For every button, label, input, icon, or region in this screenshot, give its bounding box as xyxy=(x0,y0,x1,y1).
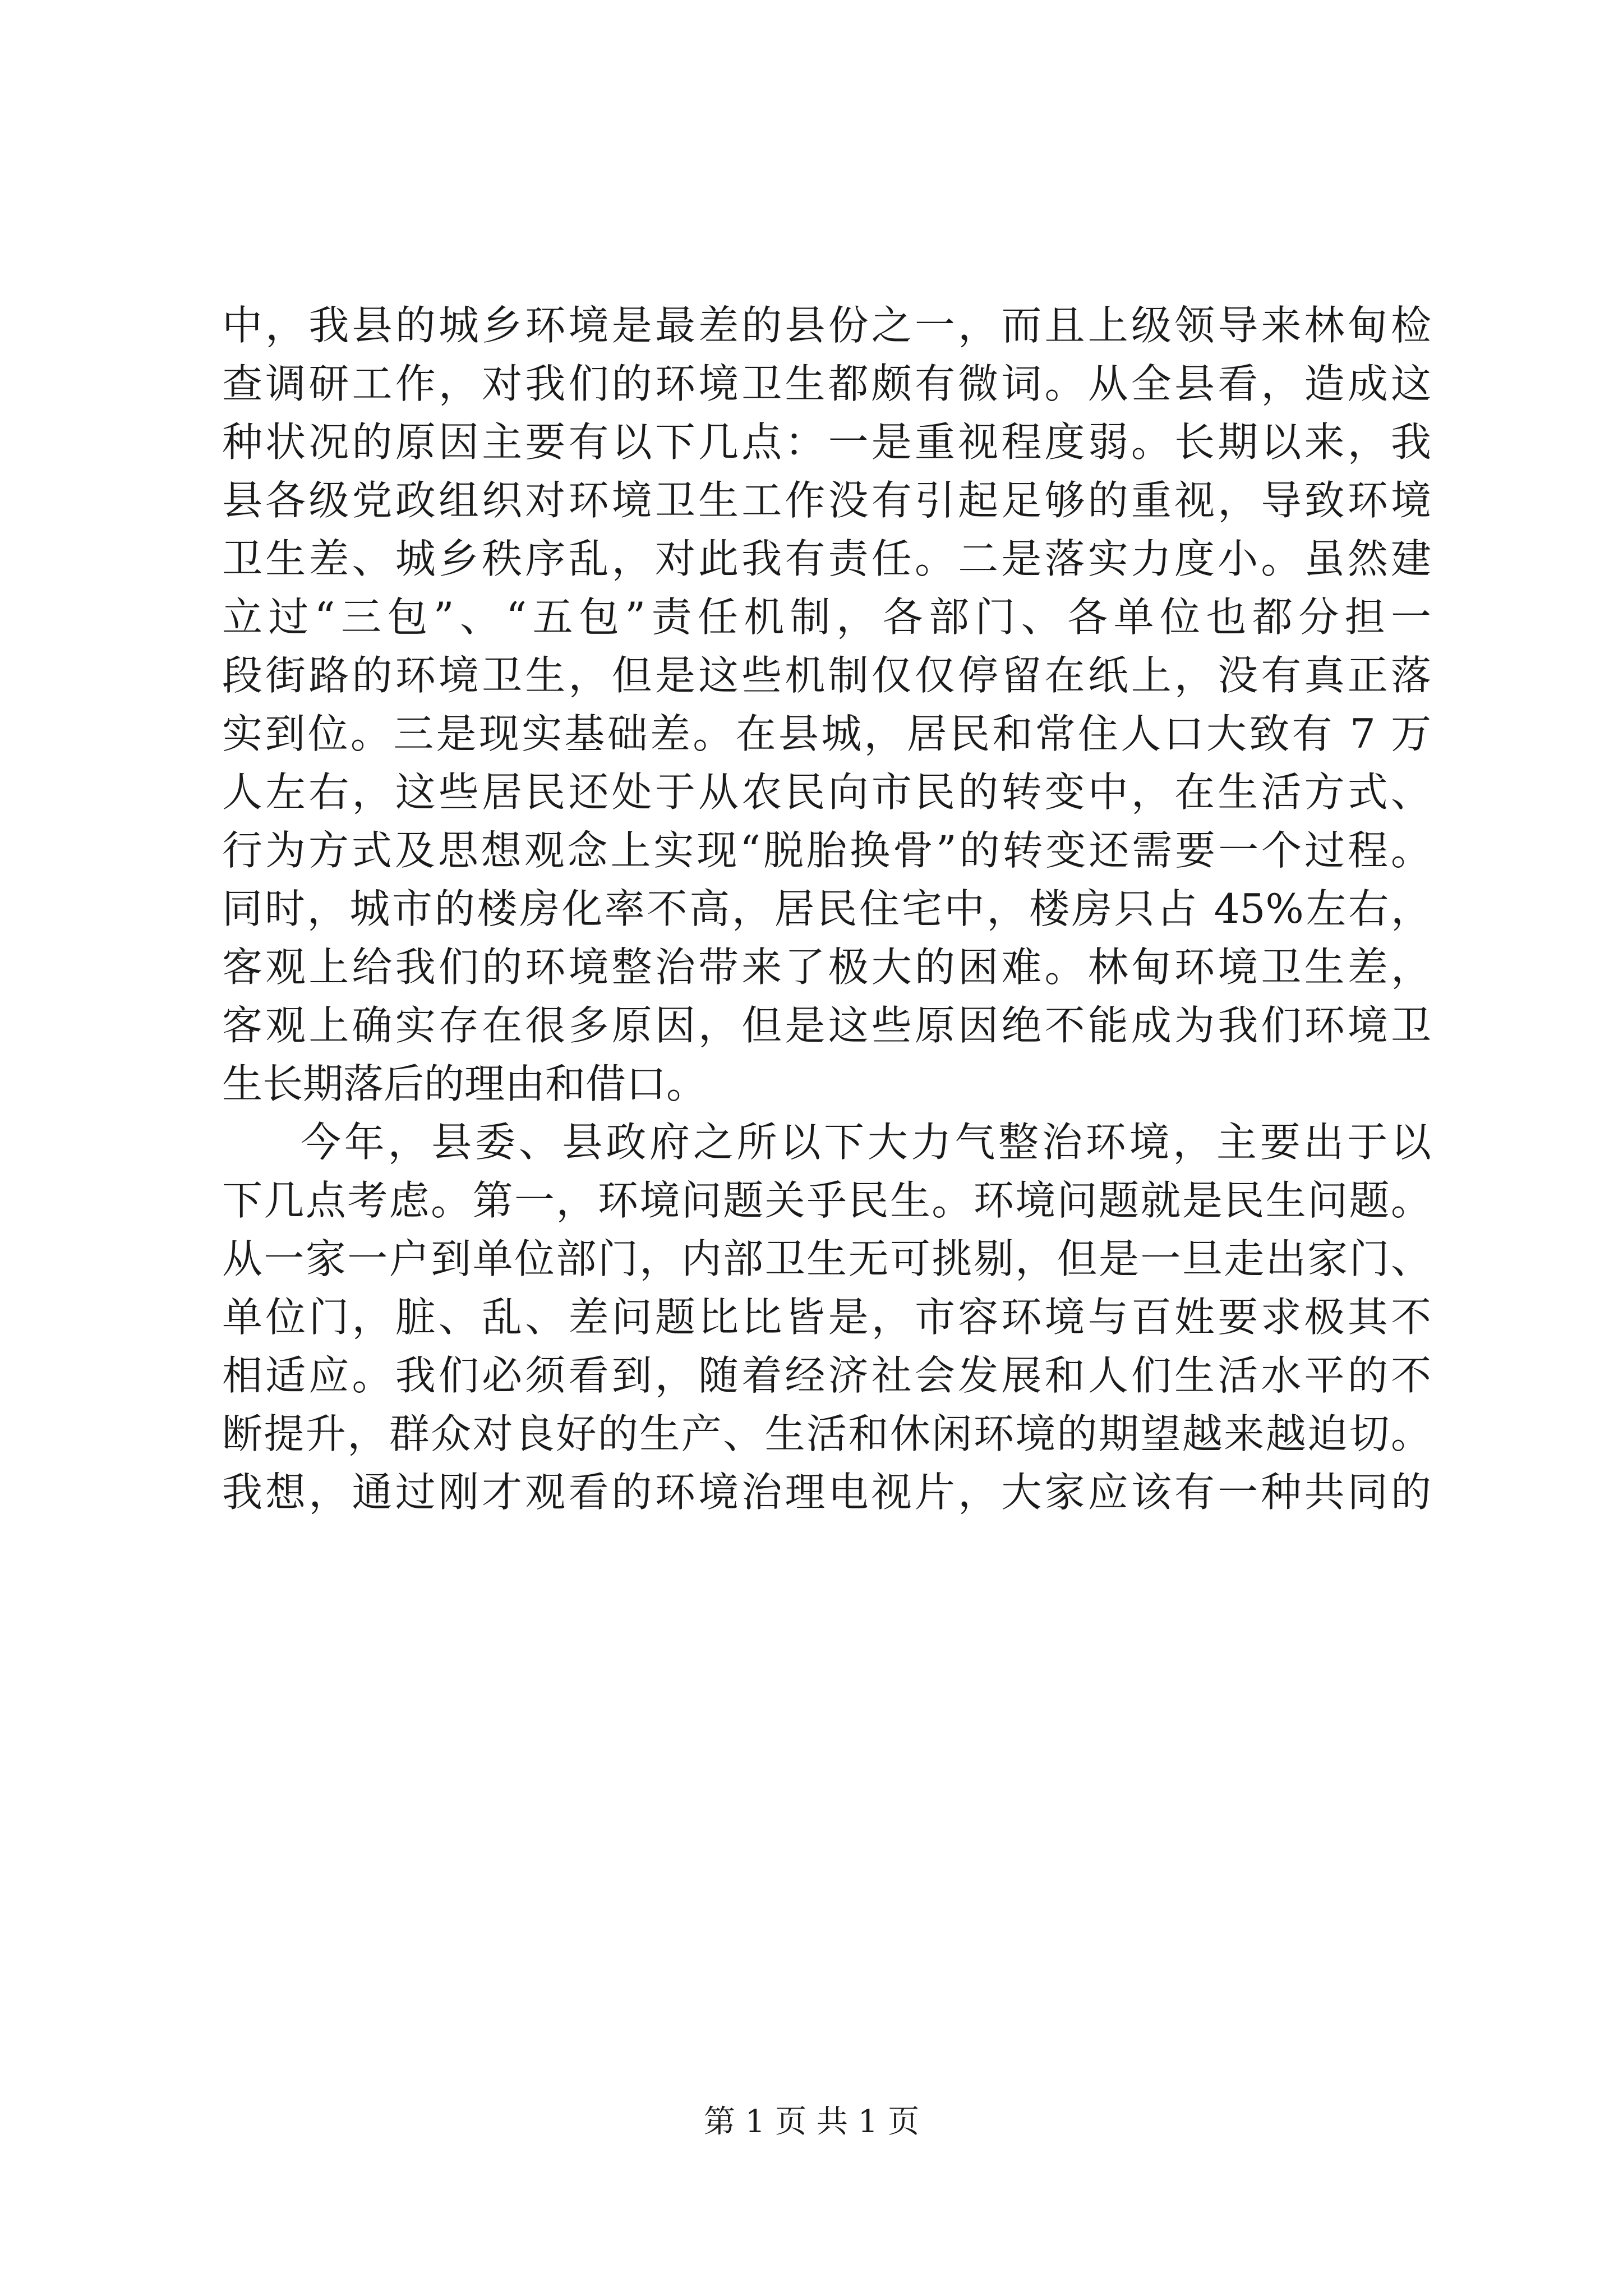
text-line: 同时，城市的楼房化率不高，居民住宅中，楼房只占 45%左右， xyxy=(222,885,1431,932)
text-line: 生长期落后的理由和借口。 xyxy=(222,1060,707,1107)
text-line: 卫生差、城乡秩序乱，对此我有责任。二是落实力度小。虽然建 xyxy=(222,535,1431,582)
text-line: 客观上给我们的环境整治带来了极大的困难。林甸环境卫生差， xyxy=(222,944,1431,991)
page-number: 第 1 页 共 1 页 xyxy=(703,2104,920,2140)
paragraph-1 xyxy=(222,296,1431,1113)
text-line: 相适应。我们必须看到，随着经济社会发展和人们生活水平的不 xyxy=(222,1352,1431,1399)
text-line: 县各级党政组织对环境卫生工作没有引起足够的重视，导致环境 xyxy=(222,477,1431,524)
text-line: 行为方式及思想观念上实现“脱胎换骨”的转变还需要一个过程。 xyxy=(222,827,1431,874)
text-line: 实到位。三是现实基础差。在县城，居民和常住人口大致有 7 万 xyxy=(222,710,1431,757)
text-line: 从一家一户到单位部门，内部卫生无可挑剔，但是一旦走出家门、 xyxy=(222,1235,1431,1282)
document-body xyxy=(222,296,1431,1521)
text-line: 中，我县的城乡环境是最差的县份之一，而且上级领导来林甸检 xyxy=(222,302,1431,349)
page-footer xyxy=(0,2102,1623,2142)
text-line: 人左右，这些居民还处于从农民向市民的转变中，在生活方式、 xyxy=(222,769,1431,816)
text-line: 立过“三包”、“五包”责任机制，各部门、各单位也都分担一 xyxy=(222,593,1431,641)
text-line: 段街路的环境卫生，但是这些机制仅仅停留在纸上，没有真正落 xyxy=(222,652,1431,699)
text-line: 今年，县委、县政府之所以下大力气整治环境，主要出于以 xyxy=(301,1119,1431,1166)
text-line: 下几点考虑。第一，环境问题关乎民生。环境问题就是民生问题。 xyxy=(222,1177,1431,1224)
text-line: 断提升，群众对良好的生产、生活和休闲环境的期望越来越迫切。 xyxy=(222,1410,1431,1457)
text-line: 种状况的原因主要有以下几点：一是重视程度弱。长期以来，我 xyxy=(222,418,1431,466)
text-line: 客观上确实存在很多原因，但是这些原因绝不能成为我们环境卫 xyxy=(222,1002,1431,1049)
text-line: 我想，通过刚才观看的环境治理电视片，大家应该有一种共同的 xyxy=(222,1469,1431,1516)
paragraph-2 xyxy=(222,1113,1431,1521)
text-line: 单位门，脏、乱、差问题比比皆是，市容环境与百姓要求极其不 xyxy=(222,1294,1431,1341)
text-line: 查调研工作，对我们的环境卫生都颇有微词。从全县看，造成这 xyxy=(222,360,1431,407)
